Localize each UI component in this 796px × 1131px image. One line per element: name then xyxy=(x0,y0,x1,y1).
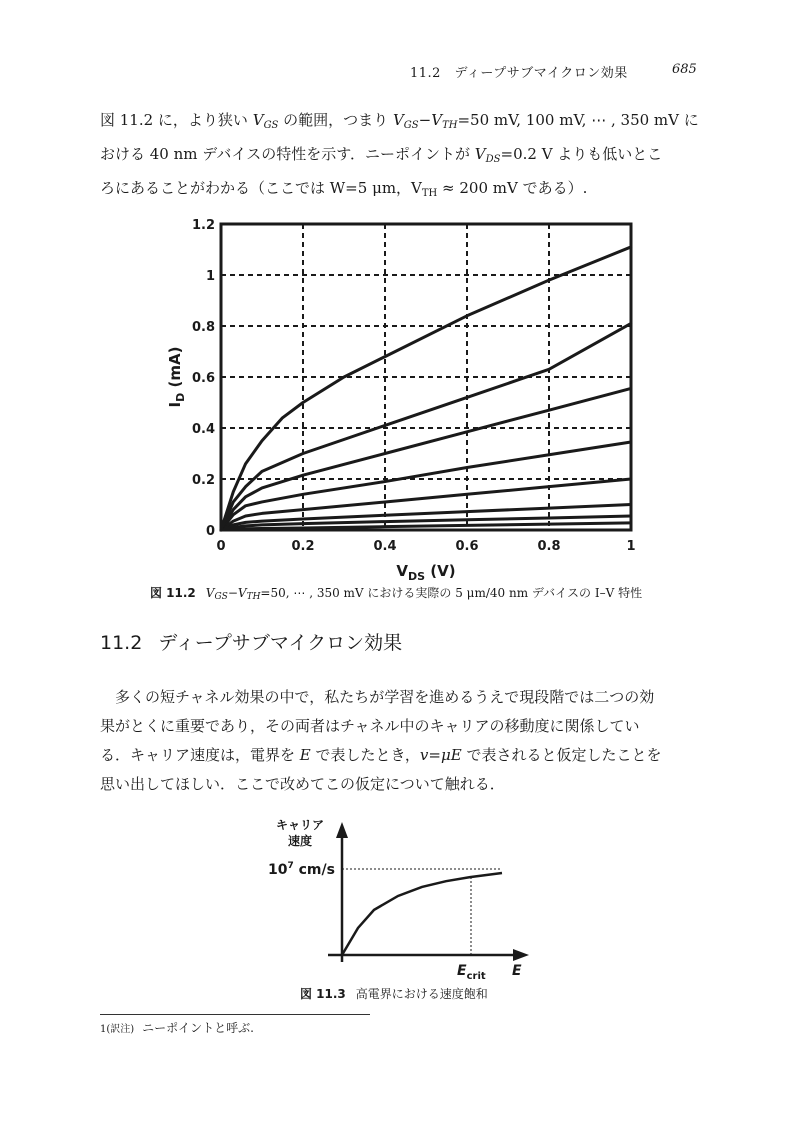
saturation-label: $10^7$ cm/s xyxy=(268,861,335,878)
footnote-rule xyxy=(100,1014,370,1015)
series-line-300-mV xyxy=(221,388,631,530)
intro-line-3: ろにあることがわかる（ここでは W=5 μm，$V_{TH} \approx 200$ mV である）. xyxy=(100,179,588,199)
y-tick-label: 1 xyxy=(205,269,215,284)
y-axis-label-line1: キャリア xyxy=(275,818,325,832)
series-line-150-mV xyxy=(221,505,631,531)
y-axis-label-line2: 速度 xyxy=(287,834,313,848)
x-axis-label: $V_{DS}$ (V) xyxy=(396,562,456,583)
intro-line-2: おける 40 nm デバイスの特性を示す．ニーポイントが $V_{DS}=0.2$ V よりも低いとこ xyxy=(100,145,663,165)
velocity-curve xyxy=(342,873,502,955)
y-arrowhead xyxy=(336,822,348,838)
section-heading: 11.2 ディープサブマイクロン効果 xyxy=(100,632,403,654)
x-tick-label: 0.2 xyxy=(291,539,315,554)
y-axis-label: $I_D$ (mA) xyxy=(166,346,187,408)
tick-labels xyxy=(192,218,636,554)
body-line-3: る．キャリア速度は，電界を E で表したとき，v=μE で表されると仮定したことを xyxy=(100,746,662,764)
series-line-100-mV xyxy=(221,516,631,530)
x-tick-label: 0.4 xyxy=(373,539,397,554)
figure-11-2-caption: 図 11.2 $V_{GS}-V_{TH}=50$, ⋯ , 350 mV における実際の 5 μm/40 nm デバイスの I–V 特性 xyxy=(150,586,643,602)
y-tick-label: 0.2 xyxy=(191,473,215,488)
y-tick-label: 0 xyxy=(205,524,215,539)
x-arrowhead xyxy=(513,949,529,961)
x-tick-label: 0.8 xyxy=(537,539,561,554)
page-number: 685 xyxy=(672,62,697,77)
body-line-2: 果がとくに重要であり，その両者はチャネル中のキャリアの移動度に関係してい xyxy=(100,717,640,735)
x-tick-label: 0.6 xyxy=(455,539,479,554)
x-tick-label: 1 xyxy=(626,539,636,554)
body-paragraph xyxy=(100,683,700,799)
series-line-250-mV xyxy=(221,442,631,530)
intro-paragraph xyxy=(100,106,700,208)
x-axis-label: E xyxy=(512,963,522,979)
y-tick-label: 1.2 xyxy=(191,218,215,233)
y-tick-label: 0.8 xyxy=(191,320,215,335)
x-tick-label: 0 xyxy=(216,539,226,554)
series-line-350-mV xyxy=(221,323,631,530)
intro-line-1: 図 11.2 に，より狭い $V_{GS}$ の範囲，つまり $V_{GS}-V_{TH}=50$ mV, 100 mV, ⋯ , 350 mV に xyxy=(100,111,699,131)
figure-11-3-caption: 図 11.3 高電界における速度飽和 xyxy=(300,987,488,1001)
series-line-400-mV xyxy=(221,247,631,530)
series-line-200-mV xyxy=(221,479,631,530)
chart-series-group xyxy=(221,247,631,530)
running-head: 11.2 ディープサブマイクロン効果 xyxy=(410,66,628,81)
series-line-50-mV xyxy=(221,523,631,530)
y-tick-label: 0.4 xyxy=(191,422,215,437)
ecrit-label: $E_{crit}$ xyxy=(457,963,486,982)
y-tick-label: 0.6 xyxy=(191,371,215,386)
chart-grid xyxy=(221,224,631,530)
plot-frame xyxy=(221,224,631,530)
body-line-4: 思い出してほしい．ここで改めてこの仮定について触れる． xyxy=(100,775,505,793)
body-line-1: 多くの短チャネル効果の中で，私たちが学習を進めるうえで現段階では二つの効 xyxy=(115,688,655,706)
footnote: 1(訳注) ニーポイントと呼ぶ. xyxy=(100,1021,254,1035)
